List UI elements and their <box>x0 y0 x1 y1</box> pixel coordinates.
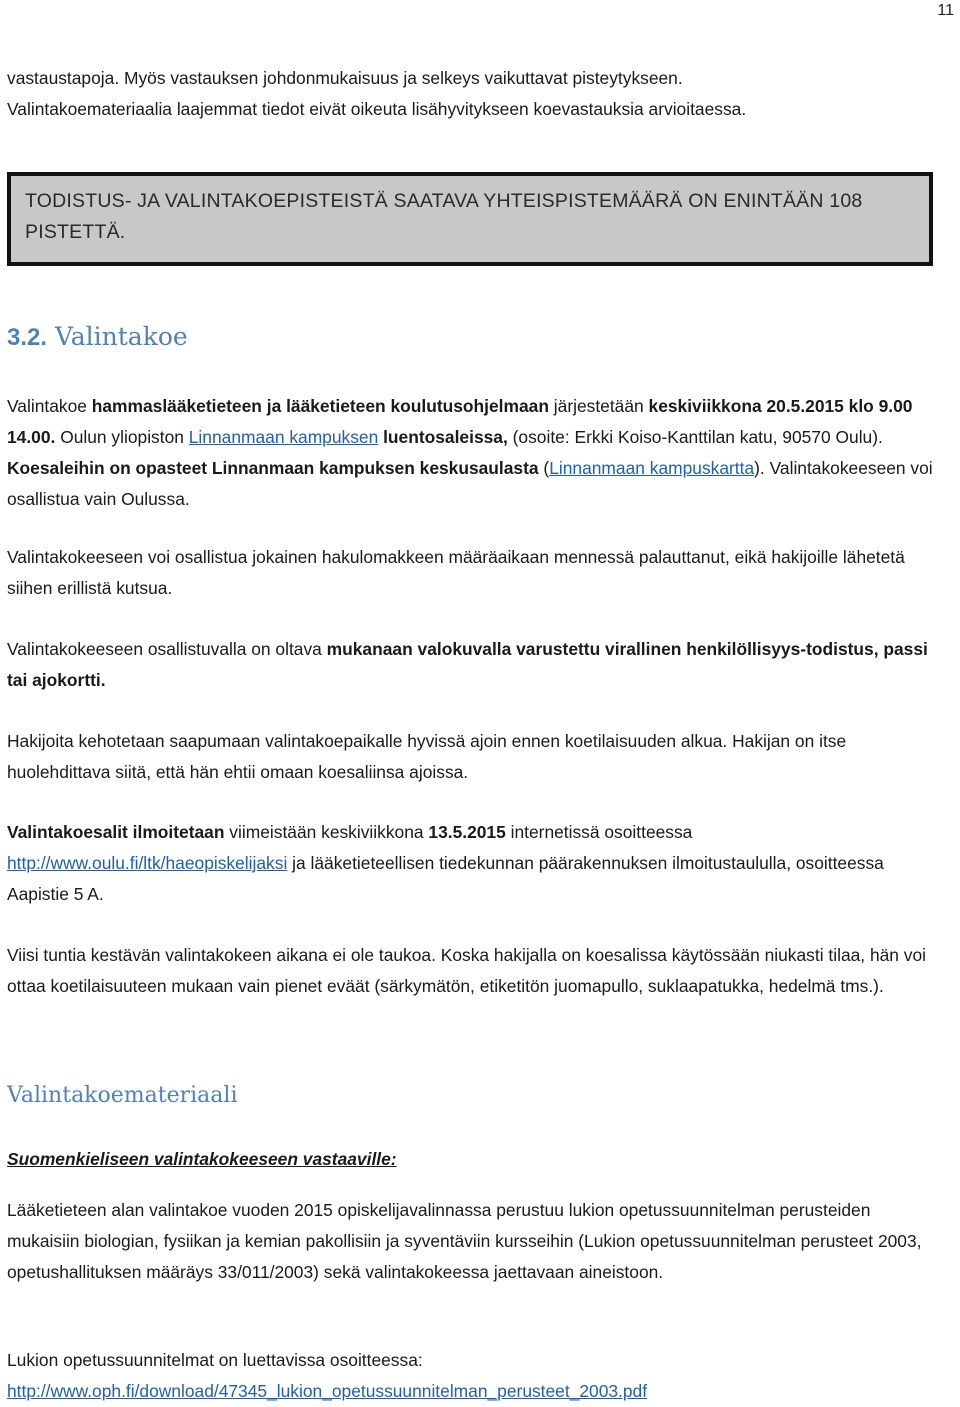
bold-halls: luentosaleissa, <box>378 427 508 447</box>
materials-heading: Valintakoemateriaali <box>7 1083 238 1108</box>
section-number: 3.2. <box>7 324 48 351</box>
bold-programs: hammaslääketieteen ja lääketieteen koulutusohjelmaan <box>91 396 549 416</box>
subheading-block <box>7 1144 937 1175</box>
link-kampuskartta[interactable]: Linnanmaan kampuskartta <box>549 458 755 478</box>
participation-text: Valintakokeeseen voi osallistua jokainen hakulomakkeen määräaikaan mennessä palauttanut, eikä hakijoille lähetetä siihen erillistä kutsua. <box>7 547 905 598</box>
arrival-text: Hakijoita kehotetaan saapumaan valintakoepaikalle hyvissä ajoin ennen koetilaisuuden alkua. Hakijan on itse huolehdittava siitä, että hän ehtii omaan koesaliinsa ajoissa. <box>7 731 847 782</box>
bold-date: 13.5.2015 <box>428 822 506 842</box>
page-number: 11 <box>937 2 954 19</box>
intro-line-1: vastaustapoja. Myös vastauksen johdonmukaisuus ja selkeys vaikuttavat pisteytykseen. <box>7 68 683 88</box>
text: Oulun yliopiston <box>55 427 189 447</box>
paragraph-curriculum <box>7 1195 937 1288</box>
link-haeopiskelijaksi[interactable]: http://www.oulu.fi/ltk/haeopiskelijaksi <box>7 853 288 873</box>
notice-box <box>7 172 933 266</box>
paragraph-exam-info <box>7 391 937 515</box>
section-title: Valintakoe <box>54 322 188 351</box>
bold-id-requirement: mukanaan valokuvalla varustettu virallinen henkilöllisyys-todistus, passi tai ajokortti. <box>7 639 928 690</box>
bold-halls-announced: Valintakoesalit ilmoitetaan <box>7 822 225 842</box>
finnish-exam-subheading: Suomenkieliseen valintakokeeseen vastaaville: <box>7 1149 397 1169</box>
bold-signs: Koesaleihin on opasteet Linnanmaan kampuksen keskusaulasta <box>7 458 539 478</box>
text: järjestetään <box>548 396 649 416</box>
no-break-text: Viisi tuntia kestävän valintakokeen aikana ei ole taukoa. Koska hakijalla on koesalissa käytössään niukasti tilaa, hän voi ottaa koetilaisuuteen mukaan vain pienet eväät (särkymätön, etiketitön juomapullo, suklaapatukka, hedelmä tms.). <box>7 945 927 996</box>
paragraph-id-requirement <box>7 634 937 696</box>
notice-text: TODISTUS- JA VALINTAKOEPISTEISTÄ SAATAVA YHTEISPISTEMÄÄRÄ ON ENINTÄÄN 108 PISTETTÄ. <box>25 190 863 243</box>
text: internetissä osoitteessa <box>505 822 693 842</box>
paragraph-arrival <box>7 726 937 788</box>
intro-line-2: Valintakoemateriaalia laajemmat tiedot eivät oikeuta lisähyvitykseen koevastauksia arvioitaessa. <box>7 99 747 119</box>
curriculum-text: Lääketieteen alan valintakoe vuoden 2015 opiskelijavalinnassa perustuu lukion opetussuunnitelman perusteiden mukaisiin biologian, fysiikan ja kemian pakollisiin ja syventäviin kursseihin (Lukion opetussuunnitelman perusteet 2003, opetushallituksen määräys 33/011/2003) sekä valintakokeessa jaettavaan aineistoon. <box>7 1200 922 1282</box>
text: ). Valintakokeeseen voi osallistua vain Oulussa. <box>7 458 933 509</box>
text: Valintakoe <box>7 396 92 416</box>
text: ( <box>538 458 550 478</box>
paragraph-exam-halls <box>7 817 937 910</box>
link-linnanmaan-kampus[interactable]: Linnanmaan kampuksen <box>188 427 379 447</box>
link-oph-curriculum[interactable]: http://www.oph.fi/download/47345_lukion_opetussuunnitelman_perusteet_2003.pdf <box>7 1381 648 1401</box>
paragraph-curriculum-link <box>7 1345 937 1407</box>
text: Valintakokeeseen osallistuvalla on oltava <box>7 639 327 659</box>
paragraph-no-break <box>7 940 937 1002</box>
text: viimeistään keskiviikkona <box>224 822 429 842</box>
section-heading <box>7 322 188 352</box>
intro-paragraph <box>7 63 937 125</box>
text: ja lääketieteellisen tiedekunnan päärakennuksen ilmoitustaululla, osoitteessa Aapistie 5 A. <box>7 853 884 904</box>
curriculum-link-intro: Lukion opetussuunnitelmat on luettavissa osoitteessa: <box>7 1350 423 1370</box>
text: (osoite: Erkki Koiso-Kanttilan katu, 90570 Oulu). <box>507 427 883 447</box>
paragraph-participation <box>7 542 937 604</box>
bold-date: keskiviikkona 20.5.2015 klo 9.00 14.00. <box>7 396 913 447</box>
